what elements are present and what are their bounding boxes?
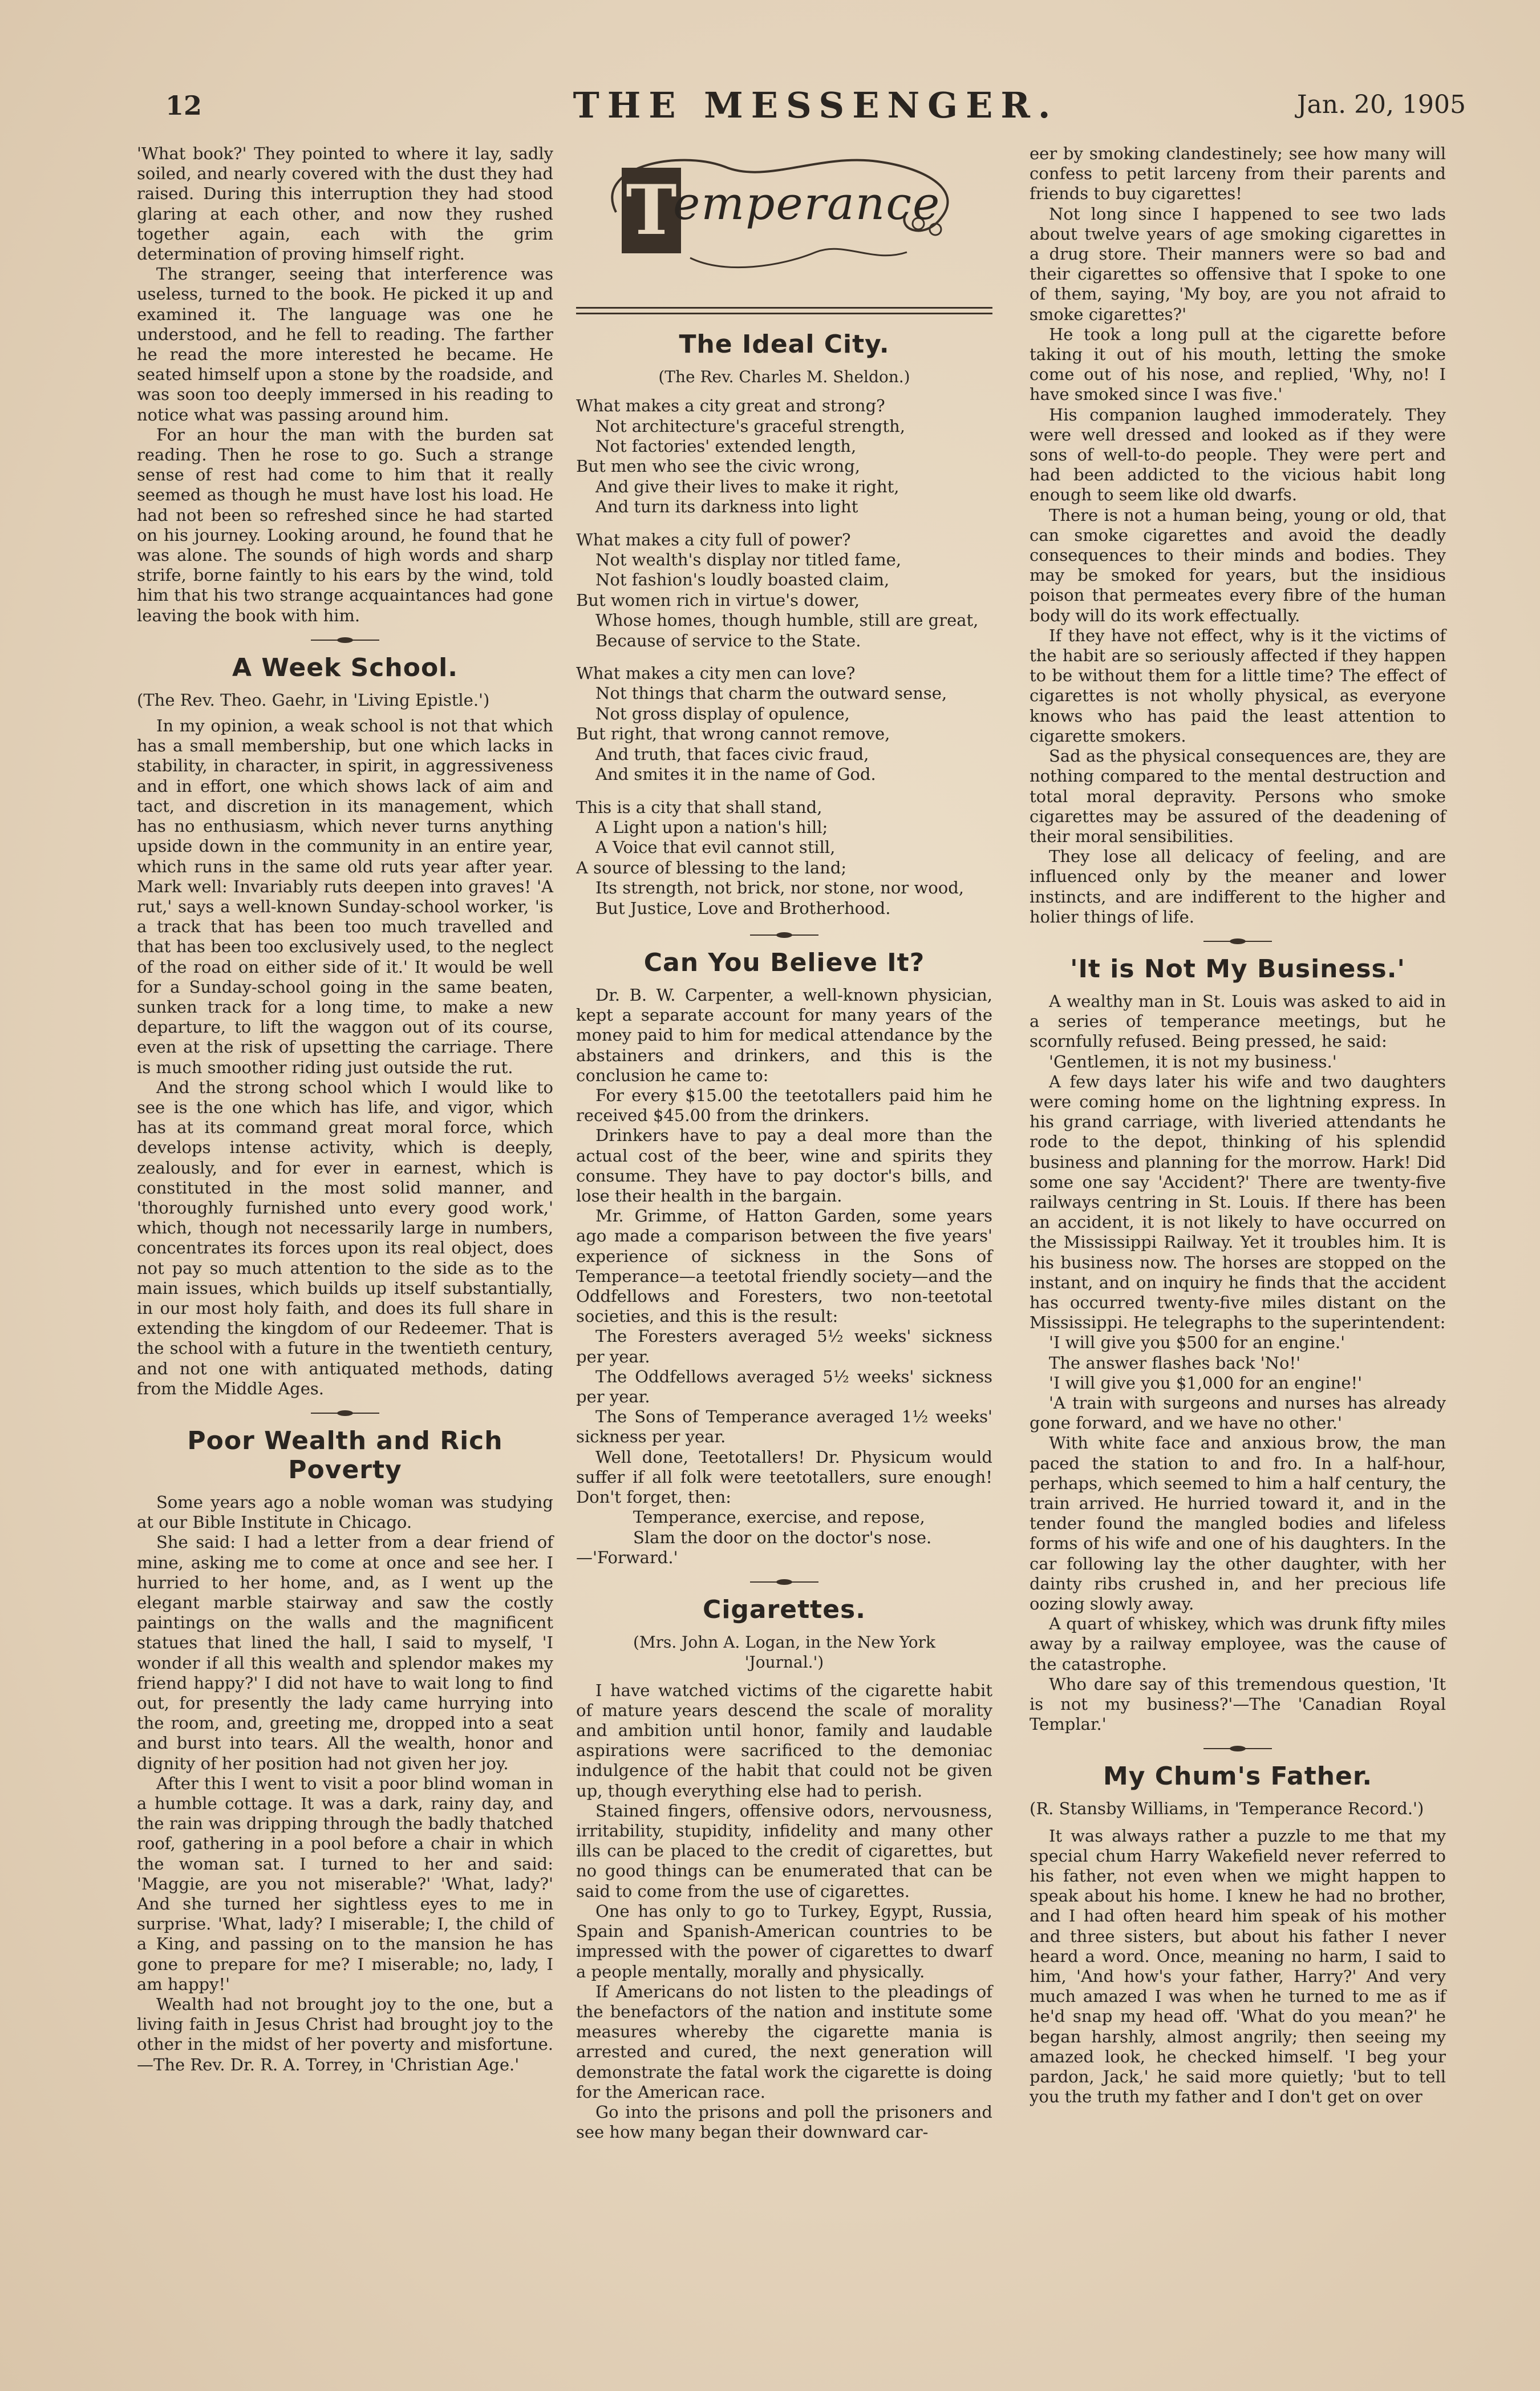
poem-line: And truth, that faces civic fraud, xyxy=(595,744,869,764)
article-paragraph: A quart of whiskey, which was drunk fifty miles away by a railway employee, was the cause of the catastrophe. xyxy=(1030,1614,1446,1674)
article-paragraph: His companion laughed immoderately. They were well dressed and looked as if they were sons of well-to-do people. They were pert and had been addicted to the vicious habit long enough to seem like old dwarfs. xyxy=(1030,404,1446,505)
article-paragraph: One has only to go to Turkey, Egypt, Russia, Spain and Spanish-American countries to be impressed with the power of cigarettes to dwarf a people mentally, morally and physically. xyxy=(576,1901,992,1981)
article-paragraph: They lose all delicacy of feeling, and are influenced only by the meaner and lower instincts, and are indifferent to the higher and holier things of life. xyxy=(1030,847,1446,927)
poem-line: But right, that wrong cannot remove, xyxy=(576,724,890,744)
article-paragraph: Sad as the physical consequences are, they are nothing compared to the mental destruction and total moral depravity. Persons who smoke cigarettes may be assured of the deadening of their moral sensibilities. xyxy=(1030,746,1446,846)
article-byline: (The Rev. Theo. Gaehr, in 'Living Epistle.') xyxy=(137,690,490,710)
article-paragraph: If Americans do not listen to the pleadings of the benefactors of the nation and institute some measures whereby the cigarette mania is arrested and cured, the next generation will demonstrate the fatal work the cigarette is doing for the American race. xyxy=(576,1981,992,2102)
article-paragraph: The answer flashes back 'No!' xyxy=(1049,1353,1301,1373)
poem-line: But women rich in virtue's dower, xyxy=(576,590,860,610)
article-paragraph: After this I went to visit a poor blind woman in a humble cottage. It was a dark, rainy day, and the rain was dripping through the badly thatched roof, gathering in a pool before a chair in which the woman sat. I turned to her and said: 'Maggie, are you not miserable?' 'What, lady?' And she turned her sightless eyes to me in surprise. 'What, lady? I miserable; I, the child of a King, and passing on to the mansion he has gone to prepare for me? I miserable; no, lady, I am happy!' xyxy=(137,1773,553,1994)
poem-line: Its strength, not brick, nor stone, nor wood, xyxy=(595,878,964,898)
article-paragraph: I have watched victims of the cigarette habit of mature years descend the scale of morality and ambition until honor, family and laudable aspirations were sacrificed to the demoniac indulgence of the habit that could not be given up, though everything else had to perish. xyxy=(576,1680,992,1801)
article-title-cigarettes: Cigarettes. xyxy=(703,1595,866,1625)
poem-line: But men who see the civic wrong, xyxy=(576,456,860,476)
poem-line: Whose homes, though humble, still are great, xyxy=(595,610,979,630)
poem-line: Not architecture's graceful strength, xyxy=(595,416,905,436)
article-paragraph: Stained fingers, offensive odors, nervousness, irritability, stupidity, infidelity and many other ills can be placed to the credit of cigarettes, but no good things can be enumerated that can be said to come from the use of cigarettes. xyxy=(576,1801,992,1901)
temperance-initial-letter: T xyxy=(622,168,681,253)
story-continuation-paragraph: 'What book?' They pointed to where it lay, sadly soiled, and nearly covered with the dust they had raised. During this interruption they had stood glaring at each other, and now they rushed together again, each with the grim determination of proving himself right. xyxy=(137,144,553,264)
article-paragraph: Mr. Grimme, of Hatton Garden, some years ago made a comparison between the five years' experience of sickness in the Sons of Temperance—a teetotal friendly society—and the Oddfellows and Foresters, two non-teetotal societies, and this is the result: xyxy=(576,1206,992,1326)
article-paragraph: Not long since I happened to see two lads about twelve years of age smoking cigarettes in a drug store. Their manners were so bad and their cigarettes so offensive that I spoke to one of them, saying, 'My boy, are you not afraid to smoke cigarettes?' xyxy=(1030,204,1446,324)
article-paragraph: The Sons of Temperance averaged 1½ weeks' sickness per year. xyxy=(576,1407,992,1447)
poem-line: Not gross display of opulence, xyxy=(595,703,850,723)
article-paragraph: Go into the prisons and poll the prisoners and see how many began their downward car- xyxy=(576,2102,992,2142)
banner-rule xyxy=(576,313,992,314)
temperance-banner xyxy=(576,144,992,322)
poem-line: A Light upon a nation's hill; xyxy=(595,817,828,837)
article-paragraph: 'Gentlemen, it is not my business.' xyxy=(1049,1051,1337,1071)
rhyme-couplet xyxy=(576,1507,992,1548)
article-paragraph: 'I will give you $1,000 for an engine!' xyxy=(1049,1373,1363,1393)
poem-line: Not factories' extended length, xyxy=(595,436,857,456)
article-title-week-school: A Week School. xyxy=(232,653,458,682)
article-title-poor-wealth: Poor Wealth and Rich Poverty xyxy=(187,1426,503,1484)
article-paragraph: Well done, Teetotallers! Dr. Physicum would suffer if all folk were teetotallers, sure enough! Don't forget, then: xyxy=(576,1447,992,1507)
article-title-ideal-city: The Ideal City. xyxy=(679,330,890,359)
masthead xyxy=(165,84,1466,136)
article-paragraph: With white face and anxious brow, the man paced the station to and fro. In a half-hour, perhaps, which seemed to him a half century, the train arrived. He hurried toward it, and in the tender found the mangled bodies and lifeless forms of his wife and one of his daughters. In the car following lay the other daughter, with her dainty ribs crushed in, and her precious life oozing slowly away. xyxy=(1030,1433,1446,1614)
article-paragraph: The Foresters averaged 5½ weeks' sickness per year. xyxy=(576,1326,992,1366)
article-paragraph: There is not a human being, young or old, that can smoke cigarettes and avoid the deadly consequences to their minds and bodies. They may be smoked for years, but the insidious poison that permeates every fibre of the human body will do its work effectually. xyxy=(1030,505,1446,625)
section-divider xyxy=(750,931,818,939)
section-divider xyxy=(1203,1745,1272,1753)
poem-stanza xyxy=(576,530,992,651)
poem-line: And smites it in the name of God. xyxy=(595,764,876,784)
article-paragraph: For every $15.00 the teetotallers paid him he received $45.00 from the drinkers. xyxy=(576,1085,992,1126)
article-title-not-my-business: 'It is Not My Business.' xyxy=(1070,954,1405,984)
article-paragraph: Who dare say of this tremendous question, 'It is not my business?'—The 'Canadian Royal Templar.' xyxy=(1030,1674,1446,1734)
poem-line: But Justice, Love and Brotherhood. xyxy=(595,898,891,918)
poem-stanza xyxy=(576,396,992,517)
poem-line: What makes a city full of power? xyxy=(576,529,851,549)
column-2 xyxy=(576,144,992,2142)
rhyme-line: Slam the door on the doctor's nose. xyxy=(633,1527,932,1547)
column-3 xyxy=(1030,144,1446,2107)
article-title-can-you-believe: Can You Believe It? xyxy=(643,948,925,977)
poem-stanza xyxy=(576,798,992,919)
article-byline: (R. Stansby Williams, in 'Temperance Record.') xyxy=(1030,1799,1424,1819)
article-byline xyxy=(576,1632,992,1672)
article-paragraph: Drinkers have to pay a deal more than the actual cost of the beer, wine and spirits they consume. They have to pay doctor's bills, and lose their health in the bargain. xyxy=(576,1126,992,1205)
article-paragraph: eer by smoking clandestinely; see how many will confess to petit larceny from their parents and friends to buy cigarettes! xyxy=(1030,144,1446,204)
story-continuation-paragraph: The stranger, seeing that interference was useless, turned to the book. He picked it up and examined it. The language was one he understood, and he fell to reading. The farther he read the more interested he became. He seated himself upon a stone by the roadside, and was soon too deeply immersed in his reading to notice what was passing around him. xyxy=(137,264,553,424)
article-title-chums-father: My Chum's Father. xyxy=(1103,1762,1373,1791)
article-paragraph: In my opinion, a weak school is not that which has a small membership, but one which lacks in stability, in character, in spirit, in aggressiveness and in effort, one which shows lack of aim and tact, and discretion in its management, which has no enthusiasm, which never turns anything upside down in the community in an entire year, which runs in the same old ruts year after year. Mark well: Invariably ruts deepen into graves! 'A rut,' says a well-known Sunday-school worker, 'is a track that has been too much travelled and that has been too exclusively used, to the neglect of the road on either side of it.' It would be well for a Sunday-school going in the same beaten, sunken track for a long time, to make a new departure, to lift the waggon out of its course, even at the risk of upsetting the carriage. There is much smoother riding just outside the rut. xyxy=(137,716,553,1077)
page-number: 12 xyxy=(165,90,202,121)
article-paragraph: She said: I had a letter from a dear friend of mine, asking me to come at once and see her. I hurried to her home, and, as I went up the elegant marble stairway and saw the costly paintings on the walls and the magnificent statues that lined the hall, I said to myself, 'I wonder if all this wealth and splendor makes my friend happy?' I did not have to wait long to find out, for presently the lady came hurrying into the room, and, greeting me, dropped into a seat and burst into tears. All the wealth, honor and dignity of her position had not given her joy. xyxy=(137,1532,553,1773)
poem-line: Not things that charm the outward sense, xyxy=(595,683,947,703)
article-source: —'Forward.' xyxy=(576,1548,678,1568)
rhyme-line: Temperance, exercise, and repose, xyxy=(633,1507,925,1527)
column-1 xyxy=(137,144,553,2075)
issue-date: Jan. 20, 1905 xyxy=(1296,90,1466,119)
byline-line: (Mrs. John A. Logan, in the New York xyxy=(633,1633,935,1652)
article-byline: (The Rev. Charles M. Sheldon.) xyxy=(658,367,910,386)
poem-line: Because of service to the State. xyxy=(595,630,861,650)
article-paragraph: Wealth had not brought joy to the one, but a living faith in Jesus Christ had brought joy to the other in the midst of her poverty and misfortune.—The Rev. Dr. R. A. Torrey, in 'Christian Age.' xyxy=(137,1994,553,2074)
article-paragraph: Some years ago a noble woman was studying at our Bible Institute in Chicago. xyxy=(137,1492,553,1532)
article-paragraph: 'A train with surgeons and nurses has already gone forward, and we have no other.' xyxy=(1030,1393,1446,1433)
poem-line: What makes a city great and strong? xyxy=(576,396,885,416)
article-paragraph: A few days later his wife and two daughters were coming home on the lightning express. In his grand carriage, with liveried attendants he rode to the depot, thinking of his splendid business and planning for the morrow. Hark! Did some one say 'Accident?' There are twenty-five railways centring in St. Louis. If there has been an accident, it is not likely to have occurred on the Mississippi Railway. Yet it troubles him. It is his business now. The horses are stopped on the instant, and on inquiry he finds that the accident has occurred twenty-five miles distant on the Mississippi. He telegraphs to the superintendent: xyxy=(1030,1071,1446,1333)
article-paragraph: A wealthy man in St. Louis was asked to aid in a series of temperance meetings, but he scornfully refused. Being pressed, he said: xyxy=(1030,991,1446,1051)
article-paragraph: And the strong school which I would like to see is the one which has life, and vigor, which has at its command great moral force, which develops intense activity, which is deeply, zealously, and for ever in earnest, which is constituted in the most solid manner, and 'thoroughly furnished unto every good work,' which, though not necessarily large in numbers, concentrates its forces upon its real object, does not pay so much attention to the side as to the main issues, which builds up itself substantially, in our most holy faith, and does its full share in extending the kingdom of our Redeemer. That is the school with a future in the twentieth century, and not one with antiquated methods, dating from the Middle Ages. xyxy=(137,1077,553,1398)
section-divider xyxy=(311,636,379,644)
poem-line: And give their lives to make it right, xyxy=(595,476,899,496)
article-paragraph: It was always rather a puzzle to me that my special chum Harry Wakefield never referred to his father, not even when we might happen to speak about his home. I knew he had no brother, and I had often heard him speak of his mother and three sisters, but about his father I never heard a word. Once, meaning no harm, I said to him, 'And how's your father, Harry?' And very much amazed I was when he turned to me as if he'd snap my head off. 'What do you mean?' he began harshly, almost angrily; then seeing my amazed look, he checked himself. 'I beg your pardon, Jack,' he said more quietly; 'but to tell you the truth my father and I don't get on over xyxy=(1030,1826,1446,2107)
poem-line: What makes a city men can love? xyxy=(576,664,856,683)
article-paragraph: 'I will give you $500 for an engine.' xyxy=(1049,1333,1346,1353)
poem-line: Not fashion's loudly boasted claim, xyxy=(595,570,890,590)
poem-line: Not wealth's display nor titled fame, xyxy=(595,550,902,570)
banner-rule xyxy=(576,307,992,309)
article-paragraph: The Oddfellows averaged 5½ weeks' sickness per year. xyxy=(576,1366,992,1407)
section-divider xyxy=(1203,937,1272,945)
article-paragraph: If they have not effect, why is it the victims of the habit are so seriously affected if they happen to be without them for a little time? The effect of cigarettes is not wholly physical, as everyone knows who has paid the least attention to cigarette smokers. xyxy=(1030,625,1446,746)
story-continuation-paragraph: For an hour the man with the burden sat reading. Then he rose to go. Such a strange sense of rest had come to him that it really seemed as though he must have lost his load. He had not been so refreshed since he had started on his journey. Looking around, he found that he was alone. The sounds of high words and sharp strife, borne faintly to his ears by the wind, told him that his two strange acquaintances had gone leaving the book with him. xyxy=(137,424,553,625)
section-divider xyxy=(750,1578,818,1586)
poem-stanza xyxy=(576,664,992,784)
poem-line: And turn its darkness into light xyxy=(595,497,858,517)
newspaper-title: THE MESSENGER. xyxy=(573,84,1059,126)
article-paragraph: He took a long pull at the cigarette before taking it out of his mouth, letting the smoke come out of his nose, and replied, 'Why, no! I have smoked since I was five.' xyxy=(1030,324,1446,404)
poem-line: A source of blessing to the land; xyxy=(576,857,847,877)
poem-line: This is a city that shall stand, xyxy=(576,797,822,817)
poem-line: A Voice that evil cannot still, xyxy=(595,838,836,857)
temperance-banner-word: emperance xyxy=(673,177,941,230)
section-divider xyxy=(311,1409,379,1417)
article-paragraph: Dr. B. W. Carpenter, a well-known physician, kept a separate account for many years of the money paid to him for medical attendance by the abstainers and drinkers, and this is the conclusion he came to: xyxy=(576,985,992,1085)
byline-line: 'Journal.') xyxy=(744,1653,824,1672)
